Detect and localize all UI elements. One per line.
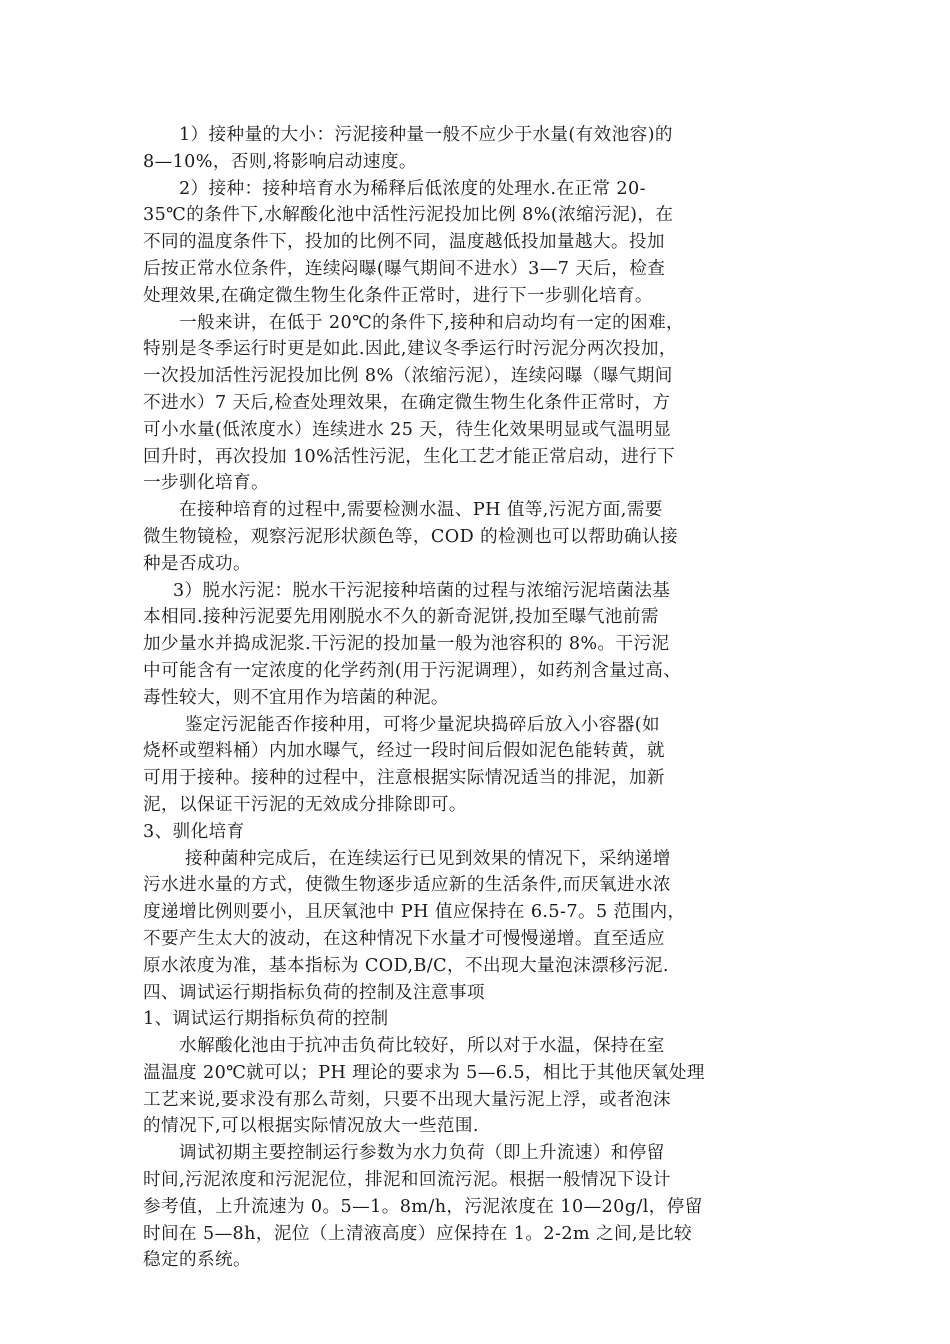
- text-line: 度递增比例则要小，且厌氧池中 PH 值应保持在 6.5-7。5 范围内，: [143, 902, 686, 923]
- text-line: 原水浓度为准，基本指标为 COD,B/C，不出现大量泡沫漂移污泥.: [143, 955, 669, 976]
- text-line: 不进水）7 天后,检查处理效果，在确定微生物生化条件正常时，方: [143, 392, 671, 413]
- text-line: 一步驯化培育。: [143, 473, 269, 494]
- text-line: 种是否成功。: [143, 553, 251, 574]
- text-line: 烧杯或塑料桶）内加水曝气，经过一段时间后假如泥色能转黄，就: [143, 741, 665, 762]
- text-line: 水解酸化池由于抗冲击负荷比较好，所以对于水温，保持在室: [143, 1036, 665, 1057]
- paragraph-1: [143, 122, 813, 176]
- text-line: 鉴定污泥能否作接种用，可将少量泥块捣碎后放入小容器(如: [143, 714, 661, 735]
- text-line: 特别是冬季运行时更是如此.因此,建议冬季运行时污泥分两次投加，: [143, 339, 677, 360]
- document-body: [143, 122, 813, 1274]
- text-line: 泥，以保证干污泥的无效成分排除即可。: [143, 794, 467, 815]
- text-line: 毒性较大，则不宜用作为培菌的种泥。: [143, 687, 449, 708]
- heading-line: 四、调试运行期指标负荷的控制及注意事项: [143, 982, 485, 1003]
- text-line: 3）脱水污泥：脱水干污泥接种培菌的过程与浓缩污泥培菌法基: [143, 580, 671, 601]
- text-line: 一般来讲，在低于 20℃的条件下,接种和启动均有一定的困难，: [143, 312, 685, 333]
- text-line: 参考值，上升流速为 0。5—1。8m/h，污泥浓度在 10—20g/l，停留: [143, 1196, 703, 1217]
- paragraph-7: [143, 846, 813, 980]
- text-line: 一次投加活性污泥投加比例 8%（浓缩污泥），连续闷曝（曝气期间: [143, 366, 673, 387]
- text-line: 接种菌种完成后，在连续运行已见到效果的情况下，采纳递增: [143, 848, 671, 869]
- text-line: 的情况下,可以根据实际情况放大一些范围.: [143, 1116, 479, 1137]
- text-line: 后按正常水位条件，连续闷曝(曝气期间不进水）3—7 天后，检查: [143, 258, 666, 279]
- paragraph-4: [143, 497, 813, 577]
- heading-line: 1、调试运行期指标负荷的控制: [143, 1009, 389, 1030]
- paragraph-5: [143, 578, 813, 712]
- text-line: 35℃的条件下,水解酸化池中活性污泥投加比例 8%(浓缩污泥)，在: [143, 205, 674, 226]
- text-line: 1）接种量的大小：污泥接种量一般不应少于水量(有效池容)的: [143, 125, 673, 145]
- text-line: 回升时，再次投加 10%活性污泥，生化工艺才能正常启动，进行下: [143, 446, 676, 467]
- text-line: 微生物镜检，观察污泥形状颜色等，COD 的检测也可以帮助确认接: [143, 526, 679, 547]
- text-line: 本相同.接种污泥要先用刚脱水不久的新奇泥饼,投加至曝气池前需: [143, 607, 659, 628]
- heading-line: 3、驯化培育: [143, 821, 245, 842]
- paragraph-2: [143, 176, 813, 310]
- text-line: 调试初期主要控制运行参数为水力负荷（即上升流速）和停留: [143, 1143, 665, 1164]
- text-line: 处理效果,在确定微生物生化条件正常时，进行下一步驯化培育。: [143, 285, 653, 306]
- text-line: 不要产生太大的波动，在这种情况下水量才可慢慢递增。直至适应: [143, 928, 665, 949]
- text-line: 稳定的系统。: [143, 1250, 251, 1271]
- section-heading-4: [143, 980, 813, 1007]
- text-line: 2）接种：接种培育水为稀释后低浓度的处理水.在正常 20-: [143, 178, 646, 199]
- text-line: 加少量水并捣成泥浆.干污泥的投加量一般为池容积的 8%。干污泥: [143, 634, 670, 655]
- subsection-heading-1: [143, 1006, 813, 1033]
- text-line: 可小水量(低浓度水）连续进水 25 天，待生化效果明显或气温明显: [143, 419, 672, 440]
- paragraph-3: [143, 310, 813, 498]
- paragraph-6: [143, 712, 813, 819]
- text-line: 中可能含有一定浓度的化学药剂(用于污泥调理），如药剂含量过高、: [143, 660, 682, 681]
- text-line: 污水进水量的方式，使微生物逐步适应新的生活条件,而厌氧进水浓: [143, 875, 671, 896]
- paragraph-8: [143, 1033, 813, 1140]
- text-line: 时间,污泥浓度和污泥泥位，排泥和回流污泥。根据一般情况下设计: [143, 1170, 671, 1191]
- section-heading-acclimation: [143, 819, 813, 846]
- paragraph-9: [143, 1140, 813, 1274]
- text-line: 工艺来说,要求没有那么苛刻，只要不出现大量污泥上浮，或者泡沫: [143, 1089, 671, 1110]
- text-line: 可用于接种。接种的过程中，注意根据实际情况适当的排泥，加新: [143, 768, 665, 789]
- text-line: 温温度 20℃就可以；PH 理论的要求为 5—6.5，相比于其他厌氧处理: [143, 1062, 705, 1083]
- text-line: 不同的温度条件下，投加的比例不同，温度越低投加量越大。投加: [143, 232, 665, 253]
- text-line: 在接种培育的过程中,需要检测水温、PH 值等,污泥方面,需要: [143, 500, 663, 521]
- text-line: 时间在 5—8h，泥位（上清液高度）应保持在 1。2-2m 之间,是比较: [143, 1223, 692, 1244]
- text-line: 8—10%，否则,将影响启动速度。: [143, 151, 417, 172]
